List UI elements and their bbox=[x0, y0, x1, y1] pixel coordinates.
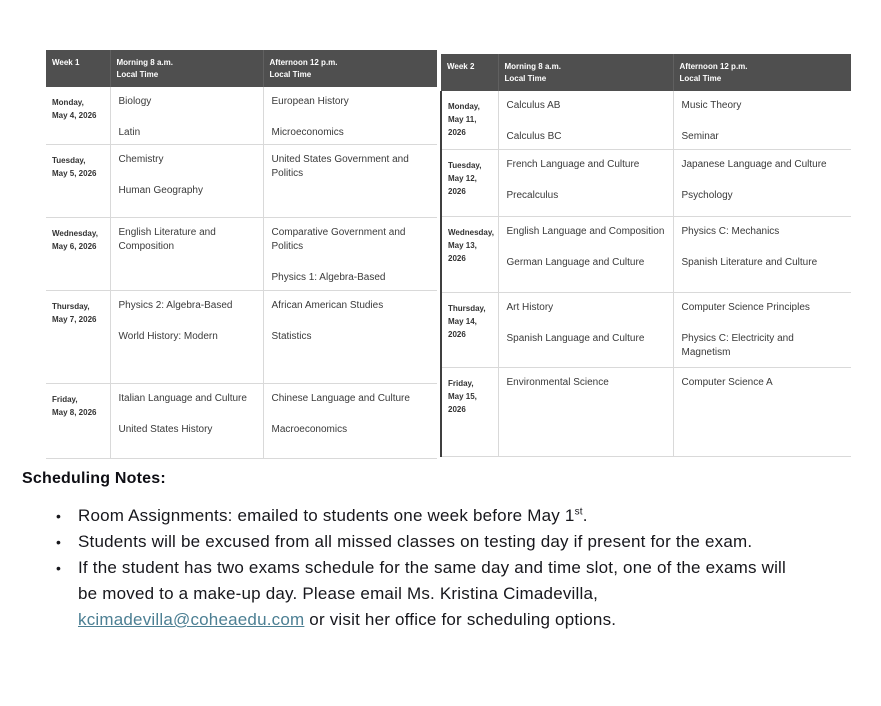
day-name: Tuesday, bbox=[52, 156, 86, 165]
day-cell bbox=[441, 149, 498, 216]
table-header-row bbox=[441, 54, 851, 91]
course-entry: German Language and Culture bbox=[506, 256, 645, 268]
day-cell bbox=[46, 87, 110, 145]
afternoon-cell bbox=[673, 292, 851, 367]
table-row bbox=[441, 367, 851, 456]
course-entry: Latin bbox=[118, 127, 141, 138]
course-entry: Physics C: Mechanics bbox=[681, 225, 780, 237]
local-time-label: Local Time bbox=[269, 70, 312, 79]
day-date: May 5, 2026 bbox=[52, 169, 97, 178]
day-cell bbox=[441, 367, 498, 456]
header-week-label bbox=[441, 54, 498, 91]
course-entry: Calculus BC bbox=[506, 131, 562, 142]
day-name: Monday, bbox=[52, 98, 84, 107]
afternoon-cell bbox=[263, 87, 437, 145]
course-entry: Calculus AB bbox=[506, 100, 561, 111]
day-date: May 15, 2026 bbox=[448, 391, 477, 414]
day-name: Thursday, bbox=[448, 303, 486, 313]
table-row bbox=[46, 384, 437, 459]
afternoon-cell bbox=[673, 91, 851, 149]
afternoon-header-label: Afternoon 12 p.m. bbox=[269, 58, 338, 67]
course-entry: European History bbox=[271, 96, 349, 107]
course-entry: English Literature and Composition bbox=[118, 227, 216, 252]
morning-cell bbox=[110, 87, 263, 145]
day-cell bbox=[46, 291, 110, 384]
week-label: Week 2 bbox=[447, 62, 475, 71]
course-entry: Physics 2: Algebra-Based bbox=[118, 300, 233, 311]
email-link[interactable]: kcimadevilla@coheaedu.com bbox=[78, 610, 305, 629]
note-text: Room Assignments: emailed to students one week before May 1 bbox=[78, 506, 575, 525]
day-name: Friday, bbox=[448, 378, 474, 388]
day-date: May 12, 2026 bbox=[448, 173, 477, 196]
course-entry: African American Studies bbox=[271, 300, 384, 311]
bullet-dot: • bbox=[56, 560, 62, 576]
morning-header-label: Morning 8 a.m. bbox=[116, 58, 173, 67]
table-row bbox=[441, 91, 851, 149]
table-row bbox=[46, 291, 437, 384]
course-entry: Computer Science Principles bbox=[681, 301, 810, 313]
course-entry: English Language and Composition bbox=[506, 225, 665, 237]
table-header-row bbox=[46, 50, 437, 87]
afternoon-cell bbox=[263, 218, 437, 291]
table-row bbox=[441, 292, 851, 367]
course-entry: Environmental Science bbox=[506, 376, 609, 388]
day-name: Wednesday, bbox=[52, 229, 98, 238]
day-date: May 7, 2026 bbox=[52, 315, 97, 324]
afternoon-cell bbox=[673, 367, 851, 456]
course-entry: Italian Language and Culture bbox=[118, 393, 247, 404]
day-date: May 4, 2026 bbox=[52, 111, 97, 120]
bullet-dot: • bbox=[56, 534, 62, 550]
table-row bbox=[46, 218, 437, 291]
morning-cell bbox=[110, 145, 263, 218]
day-cell bbox=[46, 384, 110, 459]
day-date: May 11, 2026 bbox=[448, 115, 477, 137]
day-name: Tuesday, bbox=[448, 160, 482, 170]
note-superscript: st bbox=[574, 506, 583, 518]
exam-schedule-tables bbox=[46, 50, 851, 459]
afternoon-cell bbox=[263, 145, 437, 218]
note-item bbox=[22, 503, 802, 529]
morning-cell bbox=[498, 292, 673, 367]
course-entry: Physics C: Electricity and Magnetism bbox=[681, 332, 794, 358]
week1-schedule-table bbox=[46, 50, 437, 459]
day-name: Monday, bbox=[448, 102, 480, 111]
course-entry: Physics 1: Algebra-Based bbox=[271, 272, 386, 283]
table-row bbox=[46, 87, 437, 145]
scheduling-notes-heading: Scheduling Notes: bbox=[22, 470, 166, 487]
day-cell bbox=[441, 216, 498, 292]
table-row bbox=[46, 145, 437, 218]
week2-schedule-table bbox=[440, 54, 851, 457]
course-entry: Art History bbox=[506, 301, 554, 313]
day-date: May 14, 2026 bbox=[448, 316, 477, 339]
day-date: May 8, 2026 bbox=[52, 408, 97, 417]
course-entry: Macroeconomics bbox=[271, 424, 348, 435]
day-date: May 13, 2026 bbox=[448, 240, 477, 263]
course-entry: Music Theory bbox=[681, 100, 742, 111]
course-entry: United States History bbox=[118, 424, 213, 435]
course-entry: Spanish Literature and Culture bbox=[681, 256, 818, 268]
course-entry: Microeconomics bbox=[271, 127, 344, 138]
table-row bbox=[441, 149, 851, 216]
header-week-label bbox=[46, 50, 110, 87]
course-entry: World History: Modern bbox=[118, 331, 218, 342]
day-cell bbox=[441, 91, 498, 149]
morning-cell bbox=[498, 149, 673, 216]
course-entry: Japanese Language and Culture bbox=[681, 158, 827, 170]
header-morning bbox=[498, 54, 673, 91]
course-entry: Statistics bbox=[271, 331, 312, 342]
header-afternoon bbox=[263, 50, 437, 87]
note-item bbox=[22, 529, 802, 555]
header-afternoon bbox=[673, 54, 851, 91]
day-date: May 6, 2026 bbox=[52, 242, 97, 251]
course-entry: Psychology bbox=[681, 189, 733, 201]
morning-cell bbox=[498, 216, 673, 292]
afternoon-header-label: Afternoon 12 p.m. bbox=[679, 62, 748, 71]
day-cell bbox=[46, 145, 110, 218]
note-item bbox=[22, 555, 802, 633]
course-entry: Biology bbox=[118, 96, 152, 107]
day-cell bbox=[46, 218, 110, 291]
day-cell bbox=[441, 292, 498, 367]
table-row bbox=[441, 216, 851, 292]
course-entry: Human Geography bbox=[118, 185, 203, 196]
afternoon-cell bbox=[263, 384, 437, 459]
local-time-label: Local Time bbox=[116, 70, 159, 79]
morning-header-label: Morning 8 a.m. bbox=[504, 62, 561, 71]
local-time-label: Local Time bbox=[504, 74, 547, 83]
course-entry: Computer Science A bbox=[681, 376, 773, 388]
course-entry: French Language and Culture bbox=[506, 158, 640, 170]
header-morning bbox=[110, 50, 263, 87]
course-entry: Chemistry bbox=[118, 154, 164, 165]
scheduling-notes-section bbox=[22, 470, 842, 633]
course-entry: United States Government and Politics bbox=[271, 154, 409, 179]
note-text: . bbox=[582, 506, 588, 525]
course-entry: Chinese Language and Culture bbox=[271, 393, 410, 404]
note-text: Students will be excused from all missed classes on testing day if present for the exam. bbox=[78, 532, 753, 551]
day-name: Friday, bbox=[52, 395, 78, 404]
course-entry: Spanish Language and Culture bbox=[506, 332, 645, 344]
note-text: If the student has two exams schedule for the same day and time slot, one of the exams will be moved to a make-up day. Please email Ms. Kristina Cimadevilla, bbox=[78, 558, 787, 603]
morning-cell bbox=[110, 291, 263, 384]
note-text: or visit her office for scheduling options. bbox=[304, 610, 617, 629]
morning-cell bbox=[498, 91, 673, 149]
week-label: Week 1 bbox=[52, 58, 80, 67]
course-entry: Precalculus bbox=[506, 189, 559, 201]
afternoon-cell bbox=[673, 149, 851, 216]
morning-cell bbox=[110, 384, 263, 459]
local-time-label: Local Time bbox=[679, 74, 722, 83]
bullet-dot: • bbox=[56, 508, 62, 524]
day-name: Thursday, bbox=[52, 302, 90, 311]
course-entry: Seminar bbox=[681, 131, 719, 142]
morning-cell bbox=[110, 218, 263, 291]
course-entry: Comparative Government and Politics bbox=[271, 227, 406, 252]
morning-cell bbox=[498, 367, 673, 456]
notes-list bbox=[22, 503, 802, 633]
day-name: Wednesday, bbox=[448, 227, 494, 237]
afternoon-cell bbox=[673, 216, 851, 292]
afternoon-cell bbox=[263, 291, 437, 384]
